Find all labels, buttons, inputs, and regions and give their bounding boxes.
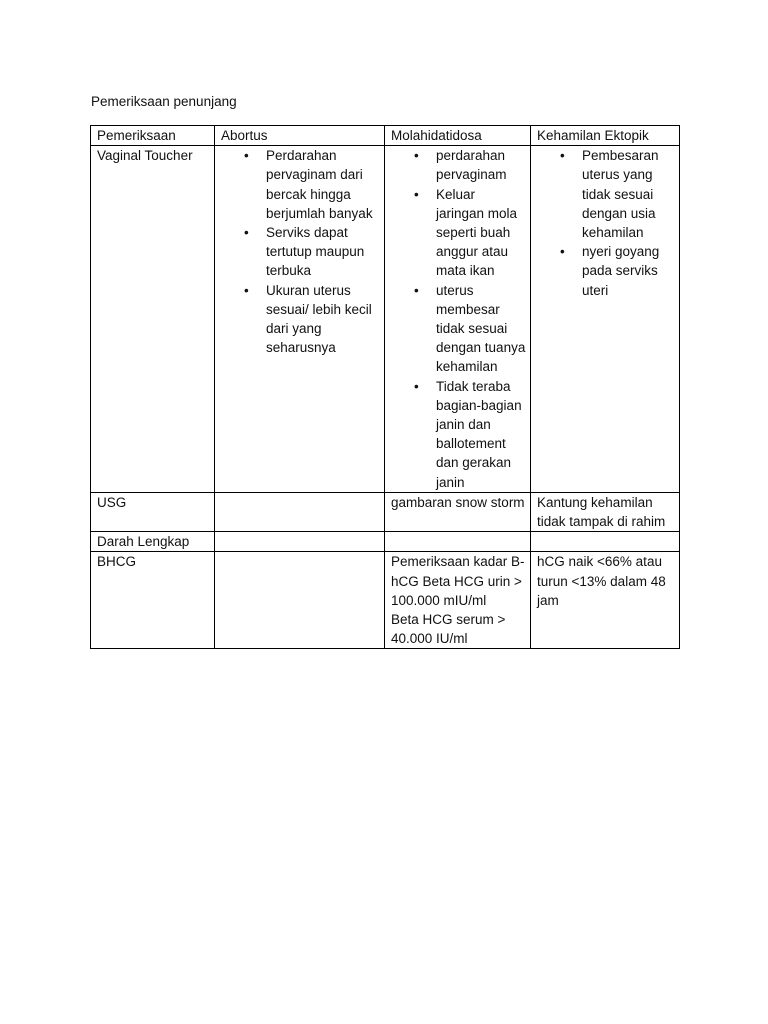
table-cell	[385, 532, 531, 552]
table-row	[91, 552, 680, 649]
header-cell: Molahidatidosa	[385, 126, 531, 146]
bullet-list	[391, 146, 526, 492]
table-cell	[215, 492, 385, 531]
list-item: • Keluar jaringan mola seperti buah anggur atau mata ikan	[391, 185, 526, 281]
list-item: • Serviks dapat tertutup maupun terbuka	[221, 223, 380, 281]
table-cell	[215, 146, 385, 493]
table-cell	[531, 146, 680, 493]
header-cell: Abortus	[215, 126, 385, 146]
table-cell: gambaran snow storm	[385, 492, 531, 531]
row-label: USG	[91, 492, 215, 531]
table-cell	[215, 552, 385, 649]
table-cell: hCG naik <66% atau turun <13% dalam 48 jam	[531, 552, 680, 649]
list-item: • nyeri goyang pada serviks uteri	[537, 242, 675, 300]
header-cell: Kehamilan Ektopik	[531, 126, 680, 146]
list-item: • Tidak teraba bagian-bagian janin dan ballotement dan gerakan janin	[391, 377, 526, 492]
row-label: Darah Lengkap	[91, 532, 215, 552]
cell-line: Pemeriksaan kadar B-hCG Beta HCG urin > 100.000 mIU/ml	[391, 554, 525, 608]
page-heading: Pemeriksaan penunjang	[91, 94, 237, 109]
list-item: • uterus membesar tidak sesuai dengan tuanya kehamilan	[391, 281, 526, 377]
cell-line: Beta HCG serum > 40.000 IU/ml	[391, 612, 506, 647]
table-cell: Kantung kehamilan tidak tampak di rahim	[531, 492, 680, 531]
table-cell	[385, 552, 531, 649]
bullet-list	[537, 146, 675, 300]
row-label: BHCG	[91, 552, 215, 649]
list-item: • Pembesaran uterus yang tidak sesuai dengan usia kehamilan	[537, 146, 675, 242]
table-cell	[531, 532, 680, 552]
table-row	[91, 492, 680, 531]
table-cell	[385, 146, 531, 493]
table-cell	[215, 532, 385, 552]
comparison-table	[90, 125, 680, 649]
list-item: • Ukuran uterus sesuai/ lebih kecil dari yang seharusnya	[221, 281, 380, 358]
row-label: Vaginal Toucher	[91, 146, 215, 493]
header-cell: Pemeriksaan	[91, 126, 215, 146]
list-item: • Perdarahan pervaginam dari bercak hingga berjumlah banyak	[221, 146, 380, 223]
table-row	[91, 146, 680, 493]
table-row	[91, 532, 680, 552]
table-header-row	[91, 126, 680, 146]
bullet-list	[221, 146, 380, 357]
list-item: • perdarahan pervaginam	[391, 146, 526, 184]
